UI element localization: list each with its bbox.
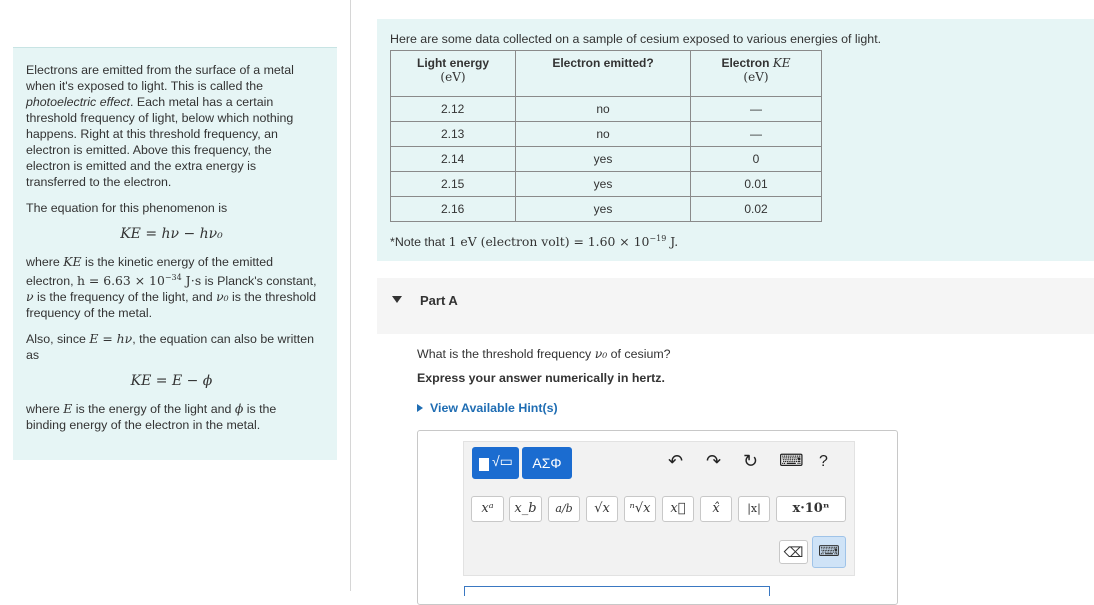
equation-intro: The equation for this phenomenon is: [26, 201, 228, 215]
part-a-header[interactable]: [377, 278, 1094, 334]
table-row: 2.14 yes 0: [391, 147, 822, 172]
answer-instruction: Express your answer numerically in hertz.: [417, 371, 665, 385]
sqrt-key[interactable]: √x: [586, 496, 618, 522]
equation-2: KE = E − ϕ: [130, 373, 213, 390]
keyboard-icon[interactable]: ⌨: [779, 451, 804, 470]
question-text: What is the threshold frequency ν₀ of cesium?: [417, 346, 671, 361]
footnote: *Note that 1 eV (electron volt) = $1.60 \times 10^{-19}$ J.: [390, 234, 679, 250]
backspace-button[interactable]: [779, 540, 808, 564]
subscript-key[interactable]: x_b: [509, 496, 542, 522]
header-electron-ke: Electron KE (eV): [691, 51, 822, 97]
answer-input[interactable]: [464, 586, 770, 596]
reset-icon[interactable]: ↻: [743, 451, 759, 471]
greek-symbols-button[interactable]: ΑΣΦ: [522, 447, 572, 479]
data-panel: [377, 19, 1094, 261]
templates-button[interactable]: √▭: [472, 447, 519, 479]
header-light-energy: Light energy (eV): [391, 51, 516, 97]
scientific-notation-key[interactable]: x·10ⁿ: [776, 496, 846, 522]
keyboard-icon: ⌨: [818, 543, 840, 560]
view-hints-link[interactable]: View Available Hint(s): [417, 401, 558, 415]
column-divider: [350, 0, 351, 591]
info-panel: [13, 47, 337, 460]
help-icon[interactable]: ?: [819, 453, 828, 470]
undo-icon[interactable]: ↶: [668, 451, 684, 471]
data-table: [390, 50, 822, 222]
fraction-key[interactable]: a/b: [548, 496, 580, 522]
superscript-key[interactable]: xᵃ: [471, 496, 504, 522]
redo-icon[interactable]: ↷: [706, 451, 722, 471]
equation-1: KE = hν − hν₀: [120, 226, 223, 242]
table-row: 2.16 yes 0.02: [391, 197, 822, 222]
unit-vector-key[interactable]: x̂: [700, 496, 732, 522]
photoelectric-term: photoelectric effect: [26, 95, 131, 109]
collapse-caret-icon[interactable]: [392, 296, 402, 303]
header-electron-emitted: Electron emitted?: [516, 51, 691, 97]
binding-paragraph: where E is the energy of the light and ϕ is the binding energy of the electron in the metal.: [26, 401, 277, 433]
absolute-value-key[interactable]: |x|: [738, 496, 770, 522]
toggle-keyboard-button[interactable]: [812, 536, 846, 568]
expand-triangle-icon: [417, 404, 423, 412]
table-row: 2.12 no —: [391, 97, 822, 122]
nth-root-key[interactable]: ⁿ√x: [624, 496, 656, 522]
vector-key[interactable]: x⃗: [662, 496, 694, 522]
data-intro: Here are some data collected on a sample of cesium exposed to various energies of light.: [390, 32, 882, 46]
part-a-title[interactable]: Part A: [420, 293, 458, 308]
template-box-icon: [479, 458, 489, 471]
backspace-icon: ⌫: [783, 544, 804, 560]
intro-paragraph: Electrons are emitted from the surface of a metal when it's exposed to light. This is called the photoelectric effect. Each metal has a certain threshold frequency of light, below which nothing happens. Right at this threshold frequency, an electron is emitted. Above this frequency, the electron is emitted and the extra energy is transferred to the electron.: [26, 63, 294, 189]
variables-paragraph: where KE is the kinetic energy of the emitted electron, $h = 6.63 \times 10^{-34}$ J⋅s is Planck's constant, ν is the frequency of the light, and ν₀ is the threshold frequency of the metal.: [26, 254, 317, 321]
table-row: 2.13 no —: [391, 122, 822, 147]
table-header-row: [391, 51, 822, 97]
alt-form-paragraph: Also, since E = hν, the equation can also be written as: [26, 331, 315, 363]
table-row: 2.15 yes 0.01: [391, 172, 822, 197]
